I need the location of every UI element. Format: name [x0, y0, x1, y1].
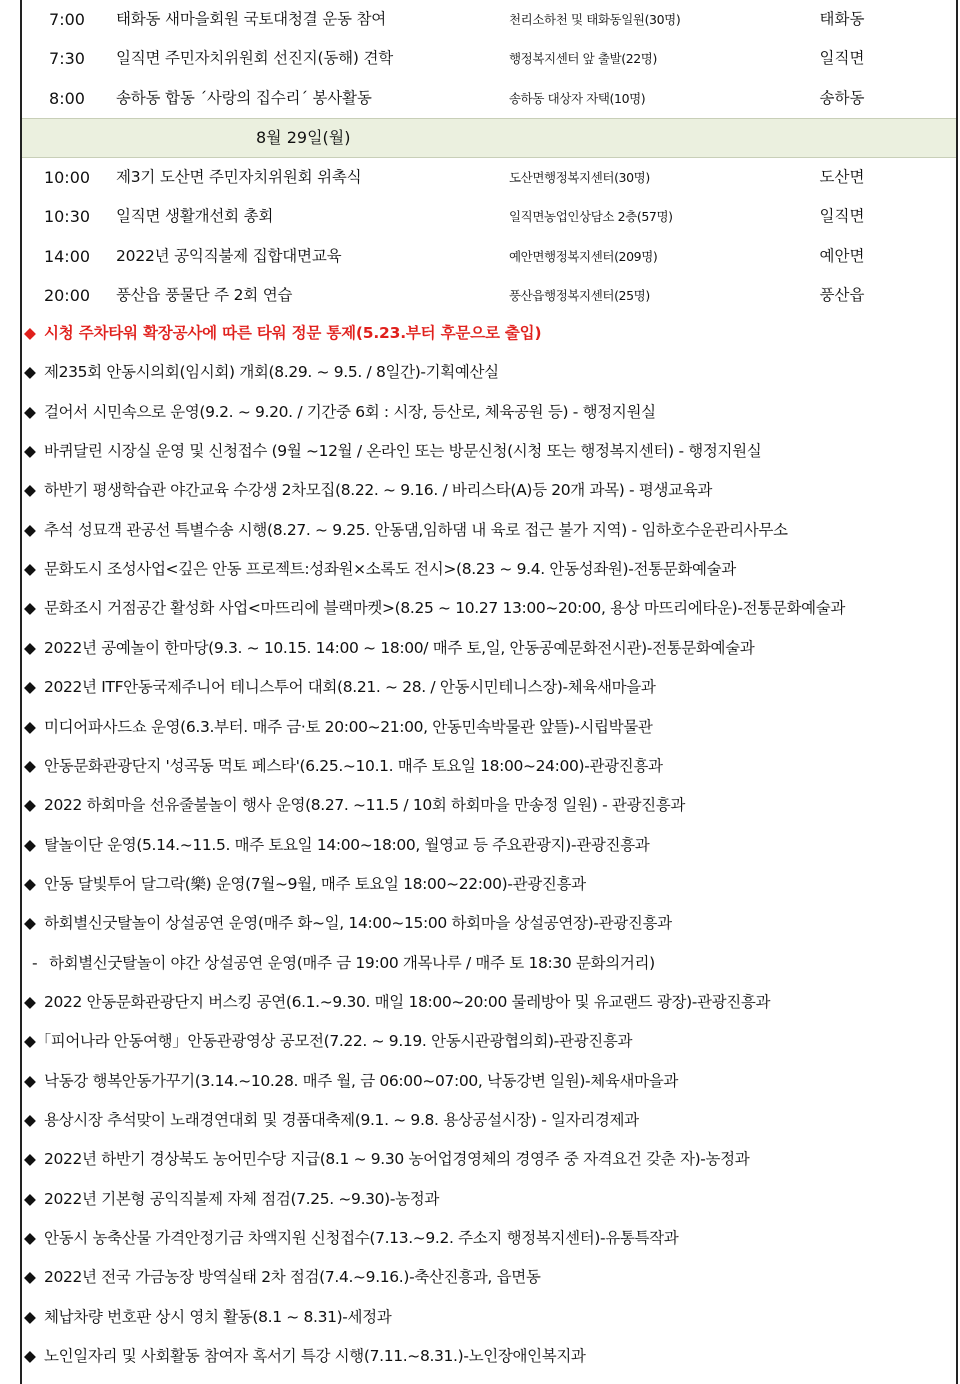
notice-text: 2022년 기본형 공익직불제 자체 점검(7.25. ~9.30)-농정과: [44, 1189, 439, 1208]
notice-item: [24, 511, 954, 550]
notice-text: 체납차량 번호판 상시 영치 활동(8.1 ~ 8.31)-세정과: [44, 1307, 392, 1326]
schedule-event: 일직면 주민자치위원회 선진지(동해) 견학: [116, 49, 394, 68]
notice-text: 미디어파사드쇼 운영(6.3.부터. 매주 금·토 20:00~21:00, 안동민속박물관 앞뜰)-시립박물관: [44, 717, 653, 736]
notice-item: [24, 1140, 954, 1179]
notice-item: [24, 550, 954, 589]
notice-item: [24, 393, 954, 432]
diamond-bullet-icon: ◆: [24, 1032, 36, 1051]
diamond-bullet-icon: ◆: [24, 678, 36, 697]
date-header: 8월 29일(월): [256, 128, 351, 147]
notice-text: 걸어서 시민속으로 운영(9.2. ~ 9.20. / 기간중 6회 : 시장, 등산로, 체육공원 등) - 행정지원실: [44, 402, 656, 421]
notice-item: [24, 904, 954, 943]
schedule-row: [22, 197, 956, 236]
notice-text: 안동시 농축산물 가격안정기금 차액지원 신청접수(7.13.~9.2. 주소지 행정복지센터)-유통특작과: [44, 1229, 679, 1248]
notice-item: [24, 1337, 954, 1376]
diamond-bullet-icon: ◆: [24, 324, 36, 342]
schedule-venue: 풍산읍행정복지센터(25명): [509, 287, 650, 303]
diamond-bullet-icon: ◆: [24, 1189, 36, 1208]
diamond-bullet-icon: ◆: [24, 599, 36, 618]
schedule-time: 7:00: [49, 10, 85, 29]
diamond-bullet-icon: ◆: [24, 442, 36, 461]
notice-text: 하회별신굿탈놀이 야간 상설공연 운영(매주 금 19:00 개목나루 / 매주 토 18:30 문화의거리): [49, 953, 655, 972]
schedule-region: 예안면: [819, 246, 865, 265]
notice-item: [24, 1022, 954, 1061]
diamond-bullet-icon: ◆: [24, 1307, 36, 1326]
schedule-event: 2022년 공익직불제 집합대면교육: [116, 246, 342, 265]
schedule-row: [22, 276, 956, 315]
diamond-bullet-icon: ◆: [24, 520, 36, 539]
notice-text: 2022년 ITF안동국제주니어 테니스투어 대회(8.21. ~ 28. / 안동시민테니스장)-체육새마을과: [44, 678, 656, 697]
notice-text: 용상시장 추석맞이 노래경연대회 및 경품대축제(9.1. ~ 9.8. 용상공설시장) - 일자리경제과: [44, 1111, 639, 1129]
diamond-bullet-icon: ◆: [24, 1150, 36, 1169]
notice-item: [24, 1219, 954, 1258]
schedule-time: 20:00: [43, 285, 91, 305]
diamond-bullet-icon: ◆: [24, 756, 36, 775]
schedule-event: 송하동 합동 ´사랑의 집수리´ 봉사활동: [116, 88, 372, 107]
notice-item: [24, 1062, 954, 1101]
schedule-event: 풍산읍 풍물단 주 2회 연습: [116, 285, 293, 304]
notice-text: 2022 하회마을 선유줄불놀이 행사 운영(8.27. ~11.5 / 10회 하회마을 만송정 일원) - 관광진흥과: [44, 796, 686, 815]
schedule-venue: 예안면행정복지센터(209명): [509, 248, 658, 264]
diamond-bullet-icon: ◆: [24, 1111, 36, 1129]
schedule-event: 일직면 생활개선회 총회: [116, 207, 274, 226]
notice-item: [24, 1258, 954, 1297]
notice-text: 제235회 안동시의회(임시회) 개회(8.29. ~ 9.5. / 8일간)-기획예산실: [44, 363, 499, 382]
notice-text: 낙동강 행복안동가꾸기(3.14.~10.28. 매주 월, 금 06:00~07:00, 낙동강변 일원)-체육새마을과: [44, 1071, 679, 1090]
notice-text: 2022년 하반기 경상북도 농어민수당 지급(8.1 ~ 9.30 농어업경영체의 경영주 중 자격요건 갖춘 자)-농정과: [44, 1150, 750, 1169]
diamond-bullet-icon: ◆: [24, 560, 36, 579]
notice-text: 2022 안동문화관광단지 버스킹 공연(6.1.~9.30. 매일 18:00~20:00 물레방아 및 유교랜드 광장)-관광진흥과: [44, 992, 771, 1011]
diamond-bullet-icon: ◆: [24, 717, 36, 736]
notice-item: [24, 747, 954, 786]
notice-item: [24, 1298, 954, 1337]
schedule-time: 14:00: [43, 246, 91, 266]
notice-item: [24, 865, 954, 904]
schedule-event: 태화동 새마을회원 국토대청결 운동 참여: [116, 10, 387, 28]
schedule-region: 송하동: [819, 88, 865, 107]
schedule-venue: 송하동 대상자 자택(10명): [509, 90, 646, 106]
diamond-bullet-icon: ◆: [24, 914, 36, 933]
notice-item: [24, 1180, 954, 1219]
notice-text: 2022년 전국 가금농장 방역실태 2차 점검(7.4.~9.16.)-축산진흥과, 읍면동: [44, 1268, 541, 1287]
notice-text: 안동문화관광단지 '성곡동 먹토 페스타'(6.25.~10.1. 매주 토요일 18:00~24:00)-관광진흥과: [44, 756, 663, 775]
notice-item: [24, 983, 954, 1022]
notice-text: 시청 주차타워 확장공사에 따른 타워 정문 통제(5.23.부터 후문으로 출입): [44, 324, 542, 342]
diamond-bullet-icon: ◆: [24, 874, 36, 893]
dash-marker: -: [32, 953, 38, 972]
schedule-venue: 천리소하천 및 태화동일원(30명): [509, 12, 681, 27]
notice-text: 하회별신굿탈놀이 상설공연 운영(매주 화~일, 14:00~15:00 하회마을 상설공연장)-관광진흥과: [44, 914, 672, 933]
schedule-venue: 일직면농업인상담소 2층(57명): [509, 209, 673, 225]
schedule-region: 풍산읍: [819, 285, 865, 304]
notice-subitem: [32, 944, 960, 983]
notice-item: [24, 432, 954, 471]
schedule-event: 제3기 도산면 주민자치위원회 위촉식: [116, 168, 362, 186]
notice-item: [24, 589, 954, 628]
notice-text: 바퀴달린 시장실 운영 및 신청접수 (9월 ~12월 / 온라인 또는 방문신청(시청 또는 행정복지센터) - 행정지원실: [44, 442, 762, 461]
diamond-bullet-icon: ◆: [24, 796, 36, 815]
schedule-time: 7:30: [49, 49, 85, 69]
date-header-row: [22, 118, 956, 158]
schedule-region: 일직면: [819, 207, 865, 226]
diamond-bullet-icon: ◆: [24, 1229, 36, 1248]
diamond-bullet-icon: ◆: [24, 638, 36, 657]
notice-text: 「피어나라 안동여행」안동관광영상 공모전(7.22. ~ 9.19. 안동시관광협의회)-관광진흥과: [35, 1032, 633, 1051]
diamond-bullet-icon: ◆: [24, 363, 36, 382]
schedule-venue: 행정복지센터 앞 출발(22명): [509, 51, 657, 67]
schedule-venue: 도산면행정복지센터(30명): [509, 170, 650, 185]
diamond-bullet-icon: ◆: [24, 1268, 36, 1287]
schedule-row: [22, 237, 956, 276]
schedule-row: [22, 79, 956, 118]
schedule-row: [22, 0, 956, 39]
notice-text: 추석 성묘객 관공선 특별수송 시행(8.27. ~ 9.25. 안동댐,임하댐 내 육로 접근 불가 지역) - 임하호수운관리사무소: [44, 520, 788, 539]
diamond-bullet-icon: ◆: [24, 402, 36, 421]
schedule-time: 10:30: [43, 207, 91, 227]
notice-text: 노인일자리 및 사회활동 참여자 혹서기 특강 시행(7.11.~8.31.)-노인장애인복지과: [44, 1347, 586, 1366]
notice-item: [24, 353, 954, 392]
schedule-time: 8:00: [49, 88, 85, 108]
notice-item: [24, 629, 954, 668]
notice-text: 안동 달빛투어 달그락(樂) 운영(7월~9월, 매주 토요일 18:00~22:00)-관광진흥과: [44, 874, 586, 893]
notice-text: 하반기 평생학습관 야간교육 수강생 2차모집(8.22. ~ 9.16. / 바리스타(A)등 20개 과목) - 평생교육과: [44, 481, 712, 500]
diamond-bullet-icon: ◆: [24, 481, 36, 500]
diamond-bullet-icon: ◆: [24, 1071, 36, 1090]
notice-item: [24, 314, 954, 353]
notice-text: 2022년 공예놀이 한마당(9.3. ~ 10.15. 14:00 ~ 18:00/ 매주 토,일, 안동공예문화전시관)-전통문화예술과: [44, 638, 755, 657]
schedule-row: [22, 158, 956, 197]
notice-item: [24, 708, 954, 747]
notice-text: 문화조시 거점공간 활성화 사업<마뜨리에 블랙마켓>(8.25 ~ 10.27 13:00~20:00, 용상 마뜨리에타운)-전통문화예술과: [44, 599, 845, 618]
notice-text: 탈놀이단 운영(5.14.~11.5. 매주 토요일 14:00~18:00, 월영교 등 주요관광지)-관광진흥과: [44, 835, 650, 854]
schedule-region: 도산면: [819, 168, 865, 186]
schedule-region: 태화동: [819, 10, 865, 28]
diamond-bullet-icon: ◆: [24, 992, 36, 1011]
diamond-bullet-icon: ◆: [24, 835, 36, 854]
schedule-region: 일직면: [819, 49, 865, 68]
notice-item: [24, 826, 954, 865]
notice-item: [24, 471, 954, 510]
notice-text: 문화도시 조성사업<깊은 안동 프로젝트:성좌원×소록도 전시>(8.23 ~ 9.4. 안동성좌원)-전통문화예술과: [44, 560, 736, 579]
notice-item: [24, 1101, 954, 1140]
schedule-time: 10:00: [43, 168, 91, 187]
notice-item: [24, 668, 954, 707]
notice-item: [24, 786, 954, 825]
diamond-bullet-icon: ◆: [24, 1347, 36, 1366]
schedule-row: [22, 39, 956, 78]
